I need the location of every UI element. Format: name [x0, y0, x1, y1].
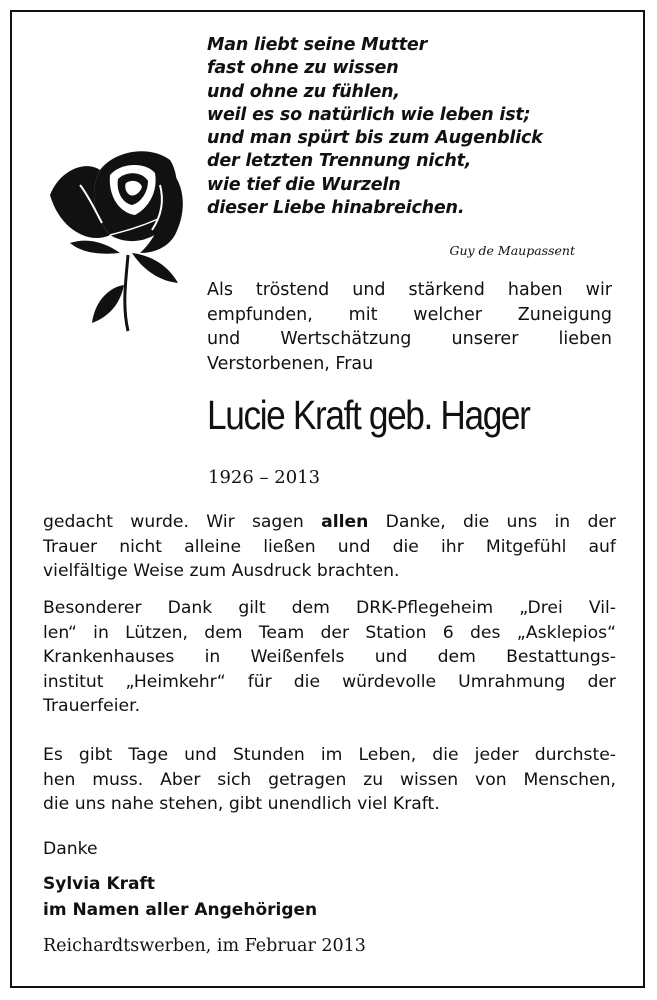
body-line: len“ in Lützen, dem Team der Station 6 des „Asklepios“ [43, 622, 616, 643]
intro-text [207, 278, 612, 376]
intro-line: Als tröstend und stärkend haben wir [207, 280, 612, 300]
signature-name: Sylvia Kraft [43, 874, 156, 894]
body-line: Trauer nicht alleine ließen und die ihr Mitgefühl auf [43, 536, 616, 557]
body-line: hen muss. Aber sich getragen zu wissen von Menschen, [43, 769, 616, 790]
poem [207, 34, 607, 220]
rose-icon [40, 135, 190, 335]
body-line: vielfältige Weise zum Ausdruck brachten. [43, 561, 400, 582]
poem-line: wie tief die Wurzeln [207, 174, 401, 195]
body-text: Danke, die uns in der [368, 512, 616, 532]
place-date: Reichardtswerben, im Februar 2013 [43, 936, 366, 956]
body-line: Krankenhauses in Weißenfels und dem Bestattungs- [43, 647, 616, 668]
poem-line: dieser Liebe hinabreichen. [207, 198, 465, 219]
body-line: Besonderer Dank gilt dem DRK-Pflegeheim „Drei Vil- [43, 598, 616, 618]
poem-line: und man spürt bis zum Augenblick [207, 128, 543, 149]
deceased-name: Lucie Kraft geb. Hager [207, 392, 530, 438]
poem-line: fast ohne zu wissen [207, 58, 399, 79]
poem-author: Guy de Maupassent [449, 243, 575, 258]
intro-line: empfunden, mit welcher Zuneigung [207, 304, 612, 325]
emphasis-text: allen [321, 512, 369, 532]
closing-thanks: Danke [43, 839, 98, 859]
body-line: institut „Heimkehr“ für die würdevolle Umrahmung der [43, 671, 616, 692]
intro-line: und Wertschätzung unserer lieben [207, 329, 612, 349]
poem-line: der letzten Trennung nicht, [207, 151, 472, 172]
body-text: gedacht wurde. Wir sagen [43, 512, 322, 532]
body-line: Es gibt Tage und Stunden im Leben, die jeder durchste- [43, 745, 616, 765]
poem-line: weil es so natürlich wie leben ist; [207, 104, 531, 125]
poem-line: Man liebt seine Mutter [207, 35, 428, 55]
life-years: 1926 – 2013 [208, 467, 321, 488]
body-line [43, 510, 616, 535]
body-line: Trauerfeier. [43, 696, 141, 717]
signature-relation: im Namen aller Angehörigen [43, 900, 318, 920]
body-line: die uns nahe stehen, gibt unendlich viel Kraft. [43, 794, 440, 815]
intro-line: Verstorbenen, Frau [207, 353, 374, 374]
reflection-paragraph [43, 743, 616, 817]
special-thanks-paragraph [43, 596, 616, 719]
thanks-paragraph [43, 510, 616, 584]
signature [43, 871, 317, 923]
poem-line: und ohne zu fühlen, [207, 81, 400, 102]
